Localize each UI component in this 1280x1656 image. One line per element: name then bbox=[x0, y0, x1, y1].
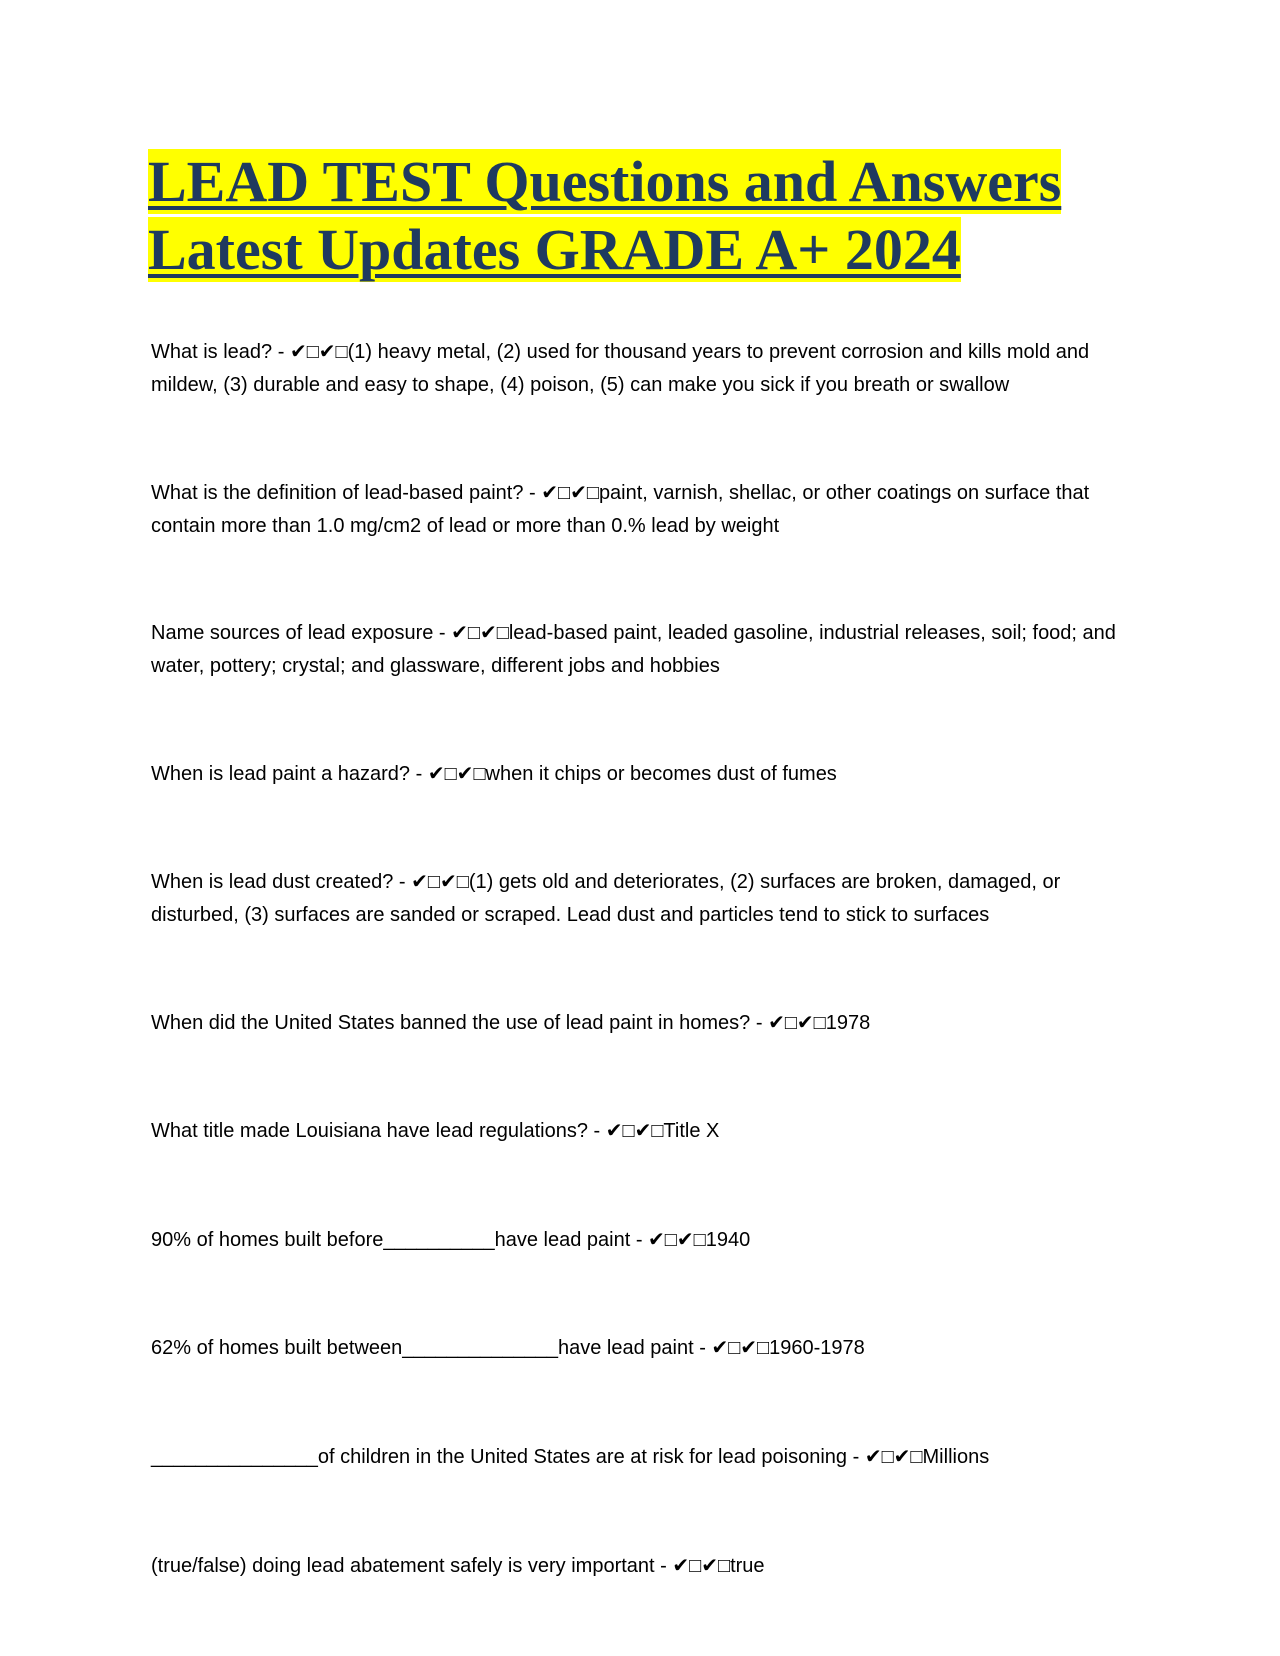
question-text: When is lead paint a hazard? bbox=[151, 763, 411, 785]
answer-text: when it chips or becomes dust of fumes bbox=[485, 763, 837, 785]
answer-marker: ✔□✔□ bbox=[289, 341, 348, 363]
answer-text: lead-based paint, leaded gasoline, industrial releases, soil; food; and water, pottery; crystal; and glassware, different jobs and hobbies bbox=[151, 622, 1116, 677]
answer-marker: ✔□✔□ bbox=[427, 763, 486, 785]
answer-marker: ✔□✔□ bbox=[648, 1229, 706, 1251]
answer-text: Title X bbox=[663, 1120, 720, 1142]
answer-text: Millions bbox=[922, 1446, 990, 1468]
answer-marker: ✔□✔□ bbox=[864, 1446, 923, 1468]
qa-item: Name sources of lead exposure - ✔□✔□lead-based paint, leaded gasoline, industrial releases, soil; food; and water, pottery; crystal; and glassware, different jobs and hobbies bbox=[151, 622, 1116, 677]
qa-item: 62% of homes built between______________have lead paint - ✔□✔□1960-1978 bbox=[151, 1337, 865, 1359]
answer-text: (1) heavy metal, (2) used for thousand years to prevent corrosion and kills mold and mildew, (3) durable and easy to shape, (4) poison, (5) can make you sick if you breath or swallow bbox=[151, 341, 1090, 396]
qa-item: 90% of homes built before__________have lead paint - ✔□✔□1940 bbox=[151, 1229, 751, 1251]
question-text: Name sources of lead exposure bbox=[151, 622, 434, 644]
qa-item: (true/false) doing lead abatement safely is very important - ✔□✔□true bbox=[151, 1555, 765, 1577]
answer-marker: ✔□✔□ bbox=[605, 1120, 664, 1142]
qa-item: When is lead dust created? - ✔□✔□(1) gets old and deteriorates, (2) surfaces are broken, damaged, or disturbed, (3) surfaces are sanded or scraped. Lead dust and particles tend to stick to surfaces bbox=[151, 871, 1061, 926]
answer-marker: ✔□✔□ bbox=[672, 1555, 731, 1577]
question-text: 62% of homes built between______________have lead paint bbox=[151, 1337, 694, 1359]
question-text: What title made Louisiana have lead regulations? bbox=[151, 1120, 588, 1142]
qa-item: _______________of children in the United States are at risk for lead poisoning - ✔□✔□Millions bbox=[151, 1446, 990, 1468]
answer-marker: ✔□✔□ bbox=[541, 482, 599, 504]
qa-item: What is the definition of lead-based paint? - ✔□✔□paint, varnish, shellac, or other coatings on surface that contain more than 1.0 mg/cm2 of lead or more than 0.% lead by weight bbox=[151, 482, 1090, 537]
answer-text: true bbox=[730, 1555, 765, 1577]
answer-marker: ✔□✔□ bbox=[411, 871, 469, 893]
qa-item: What is lead? - ✔□✔□(1) heavy metal, (2) used for thousand years to prevent corrosion and kills mold and mildew, (3) durable and easy to shape, (4) poison, (5) can make you sick if you breath or swallow bbox=[151, 341, 1090, 396]
answer-text: 1960-1978 bbox=[769, 1337, 865, 1359]
question-text: _______________of children in the United States are at risk for lead poisoning bbox=[151, 1446, 848, 1468]
title-highlight: LEAD TEST Questions and Answers Latest Updates GRADE A+ 2024 bbox=[148, 149, 1062, 282]
answer-marker: ✔□✔□ bbox=[768, 1012, 826, 1034]
answer-marker: ✔□✔□ bbox=[711, 1337, 770, 1359]
question-text: What is the definition of lead-based paint? bbox=[151, 482, 524, 504]
answer-text: 1978 bbox=[825, 1012, 871, 1034]
question-text: (true/false) doing lead abatement safely is very important bbox=[151, 1555, 655, 1577]
answer-marker: ✔□✔□ bbox=[451, 622, 509, 644]
qa-item: What title made Louisiana have lead regulations? - ✔□✔□Title X bbox=[151, 1120, 720, 1142]
answer-text: (1) gets old and deteriorates, (2) surfaces are broken, damaged, or disturbed, (3) surfaces are sanded or scraped. Lead dust and particles tend to stick to surfaces bbox=[151, 871, 1061, 926]
question-text: 90% of homes built before__________have lead paint bbox=[151, 1229, 631, 1251]
document-title bbox=[148, 148, 1148, 284]
qa-item: When did the United States banned the use of lead paint in homes? - ✔□✔□1978 bbox=[151, 1012, 871, 1034]
answer-text: 1940 bbox=[705, 1229, 751, 1251]
question-text: What is lead? bbox=[151, 341, 273, 363]
qa-item: When is lead paint a hazard? - ✔□✔□when it chips or becomes dust of fumes bbox=[151, 763, 837, 785]
answer-text: paint, varnish, shellac, or other coatings on surface that contain more than 1.0 mg/cm2 of lead or more than 0.% lead by weight bbox=[151, 482, 1090, 537]
question-text: When is lead dust created? bbox=[151, 871, 394, 893]
question-text: When did the United States banned the use of lead paint in homes? bbox=[151, 1012, 751, 1034]
